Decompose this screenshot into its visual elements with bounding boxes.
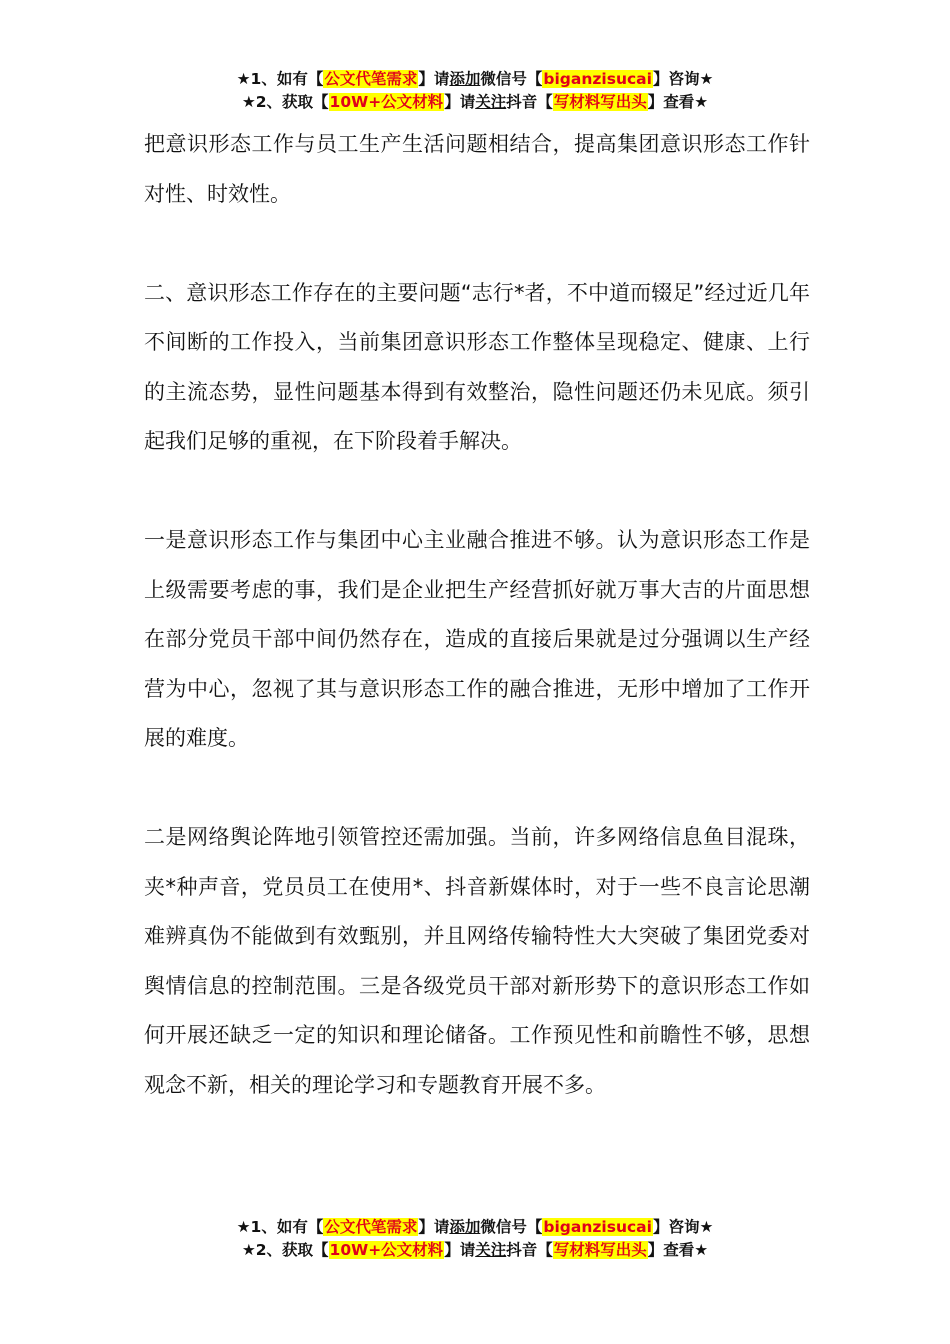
header-banner bbox=[0, 68, 950, 114]
banner-text: 】请 bbox=[418, 70, 450, 88]
banner-highlight: 10W+公文材料 bbox=[329, 1241, 444, 1259]
paragraph-spacer bbox=[144, 764, 810, 814]
banner-underline-text: 添加 bbox=[449, 1218, 481, 1236]
banner-text: 抖音【 bbox=[506, 93, 553, 111]
paragraph-spacer bbox=[144, 467, 810, 517]
banner-text: 微信号【 bbox=[480, 70, 543, 88]
banner-highlight: 写材料写出头 bbox=[553, 1241, 647, 1259]
banner-text: 】咨询★ bbox=[652, 70, 714, 88]
paragraph-4: 二是网络舆论阵地引领管控还需加强。当前，许多网络信息鱼目混珠，夹*种声音，党员员工在使用*、抖音新媒体时，对于一些不良言论思潮难辨真伪不能做到有效甄别，并且网络传输特性大大突破了集团党委对舆情信息的控制范围。三是各级党员干部对新形势下的意识形态工作如何开展还缺乏一定的知识和理论储备。工作预见性和前瞻性不够，思想观念不新，相关的理论学习和专题教育开展不多。 bbox=[144, 825, 810, 1097]
banner-line-1 bbox=[0, 1216, 950, 1239]
banner-text: 】咨询★ bbox=[652, 1218, 714, 1236]
banner-text: ★1、如有【 bbox=[236, 70, 324, 88]
banner-text: 】请 bbox=[418, 1218, 450, 1236]
banner-text: 】请 bbox=[444, 1241, 476, 1259]
footer-banner bbox=[0, 1216, 950, 1262]
banner-highlight: 公文代笔需求 bbox=[324, 1218, 418, 1236]
paragraph-2: 二、意识形态工作存在的主要问题“志行*者，不中道而辍足”经过近几年不间断的工作投入，当前集团意识形态工作整体呈现稳定、健康、上行的主流态势，显性问题基本得到有效整治，隐性问题还仍未见底。须引起我们足够的重视，在下阶段着手解决。 bbox=[144, 280, 810, 453]
banner-line-1 bbox=[0, 68, 950, 91]
banner-underline-text: 添加 bbox=[449, 70, 481, 88]
paragraph-1: 把意识形态工作与员工生产生活问题相结合，提高集团意识形态工作针对性、时效性。 bbox=[144, 132, 810, 206]
banner-text: 】请 bbox=[444, 93, 476, 111]
banner-highlight: biganzisucai bbox=[543, 70, 652, 88]
banner-highlight: 写材料写出头 bbox=[553, 93, 647, 111]
paragraph-spacer bbox=[144, 219, 810, 269]
banner-text: 】查看★ bbox=[647, 1241, 709, 1259]
banner-text: ★2、获取【 bbox=[241, 1241, 329, 1259]
banner-underline-text: 关注 bbox=[475, 1241, 507, 1259]
document-body bbox=[144, 120, 810, 1110]
paragraph-3: 一是意识形态工作与集团中心主业融合推进不够。认为意识形态工作是上级需要考虑的事，我们是企业把生产经营抓好就万事大吉的片面思想在部分党员干部中间仍然存在，造成的直接后果就是过分强调以生产经营为中心，忽视了其与意识形态工作的融合推进，无形中增加了工作开展的难度。 bbox=[144, 528, 810, 750]
banner-line-2 bbox=[0, 1239, 950, 1262]
banner-text: ★1、如有【 bbox=[236, 1218, 324, 1236]
banner-highlight: biganzisucai bbox=[543, 1218, 652, 1236]
banner-highlight: 10W+公文材料 bbox=[329, 93, 444, 111]
banner-underline-text: 关注 bbox=[475, 93, 507, 111]
banner-text: ★2、获取【 bbox=[241, 93, 329, 111]
banner-text: 微信号【 bbox=[480, 1218, 543, 1236]
banner-line-2 bbox=[0, 91, 950, 114]
banner-text: 抖音【 bbox=[506, 1241, 553, 1259]
banner-highlight: 公文代笔需求 bbox=[324, 70, 418, 88]
banner-text: 】查看★ bbox=[647, 93, 709, 111]
